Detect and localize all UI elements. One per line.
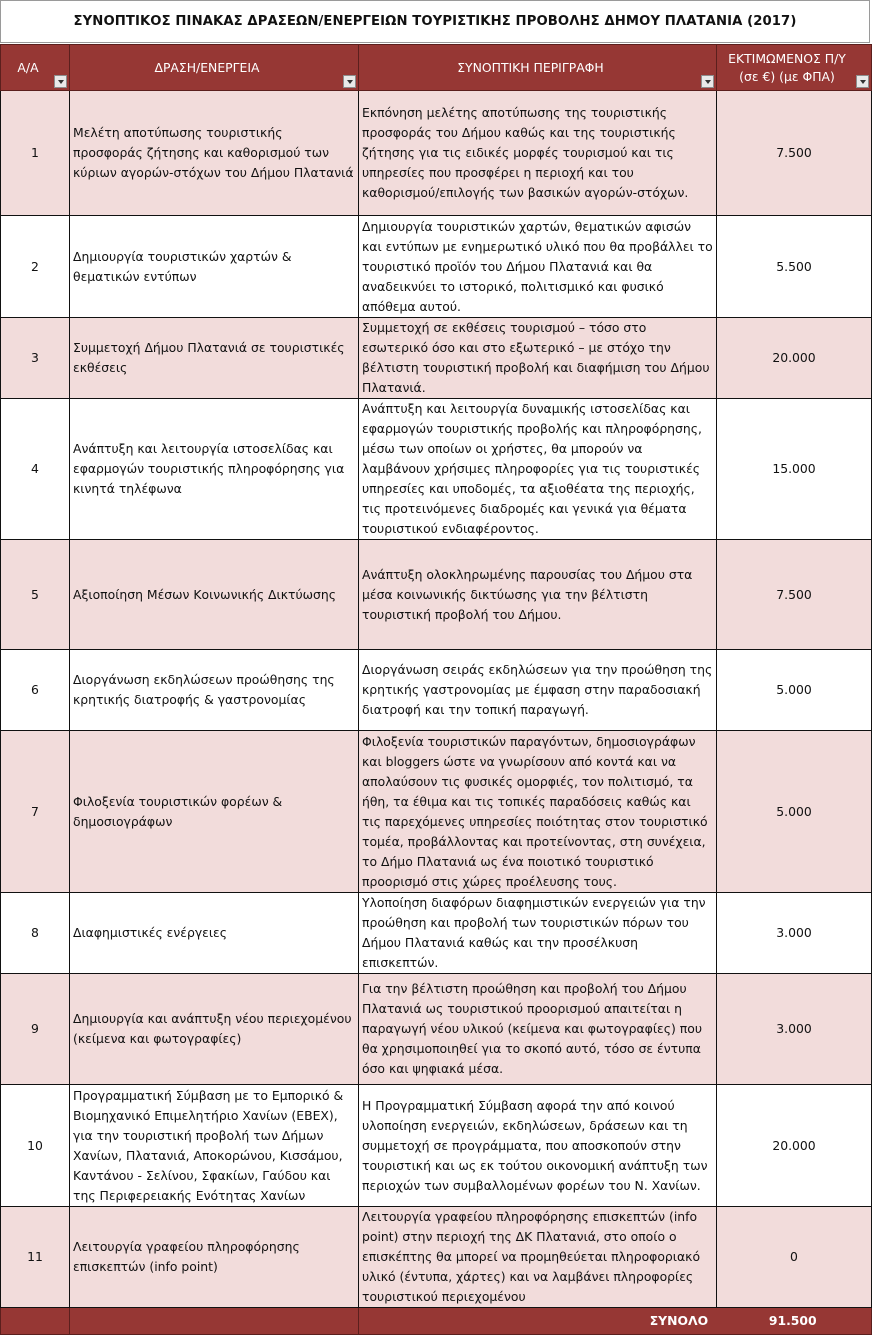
cost-cell: 5.000	[717, 731, 872, 893]
header-description-label: ΣΥΝΟΠΤΙΚΗ ΠΕΡΙΓΡΑΦΗ	[457, 59, 604, 75]
total-empty-cell	[70, 1308, 359, 1335]
description-cell: Φιλοξενία τουριστικών παραγόντων, δημοσιογράφων και bloggers ώστε να γνωρίσουν από κοντά και να απολαύσουν τις φυσικές ομορφιές, τον πολιτισμό, τα ήθη, τα έθιμα και τις τοπικές παραδόσεις καθώς και τις παρεχόμενες υπηρεσίες ποιότητας στον τουριστικό τομέα, προβάλλοντας και προτείνοντας, στη συνέχεια, το Δήμο Πλατανιά ως ένα ποιοτικό τουριστικό προορισμό στις χώρες προέλευσης τους.	[359, 731, 717, 893]
table-row	[1, 731, 872, 893]
cost-cell: 5.000	[717, 650, 872, 731]
table-row	[1, 540, 872, 650]
action-cell: Αξιοποίηση Μέσων Κοινωνικής Δικτύωσης	[70, 540, 359, 650]
total-cell	[359, 1308, 872, 1335]
description-cell: Ανάπτυξη και λειτουργία δυναμικής ιστοσελίδας και εφαρμογών τουριστικής προβολής και πληροφόρησης, μέσω των οποίων οι χρήστες, θα μπορούν να λαμβάνουν χρήσιμες πληροφορίες για τις τουριστικές υπηρεσίες και υποδομές, τα αξιοθέατα της περιοχής, τις προτεινόμενες διαδρομές και γενικά για θέματα τουριστικού ενδιαφέροντος.	[359, 399, 717, 540]
description-cell: Δημιουργία τουριστικών χαρτών, θεματικών αφισών και εντύπων με ενημερωτικό υλικό που θα προβάλλει το τουριστικό προϊόν του Δήμου Πλατανιά και θα αναδεικνύει το ιστορικό, πολιτισμικό και φυσικό απόθεμα αυτού.	[359, 216, 717, 318]
action-cell: Ανάπτυξη και λειτουργία ιστοσελίδας και εφαρμογών τουριστικής πληροφόρησης για κινητά τηλέφωνα	[70, 399, 359, 540]
action-cell: Συμμετοχή Δήμου Πλατανιά σε τουριστικές εκθέσεις	[70, 318, 359, 399]
row-number: 2	[1, 216, 70, 318]
table-row	[1, 216, 872, 318]
action-cell: Προγραμματική Σύμβαση με το Εμπορικό & Βιομηχανικό Επιμελητήριο Χανίων (ΕΒΕΧ), για την τουριστική προβολή των Δήμων Χανίων, Πλατανιά, Αποκορώνου, Κισσάμου, Καντάνου - Σελίνου, Σφακίων, Γαύδου και της Περιφερειακής Ενότητας Χανίων	[70, 1085, 359, 1207]
action-cell: Φιλοξενία τουριστικών φορέων & δημοσιογράφων	[70, 731, 359, 893]
table-row	[1, 1207, 872, 1308]
total-row	[1, 1308, 872, 1335]
filter-dropdown-icon[interactable]	[856, 75, 869, 88]
cost-cell: 20.000	[717, 1085, 872, 1207]
header-budget	[717, 45, 872, 91]
header-action-label: ΔΡΑΣΗ/ΕΝΕΡΓΕΙΑ	[154, 59, 260, 75]
table-row	[1, 91, 872, 216]
row-number: 8	[1, 893, 70, 974]
table-row	[1, 893, 872, 974]
header-action	[70, 45, 359, 91]
row-number: 5	[1, 540, 70, 650]
cost-cell: 5.500	[717, 216, 872, 318]
filter-dropdown-icon[interactable]	[701, 75, 714, 88]
action-cell: Διοργάνωση εκδηλώσεων προώθησης της κρητικής διατροφής & γαστρονομίας	[70, 650, 359, 731]
table-row	[1, 650, 872, 731]
table-row	[1, 974, 872, 1085]
header-description	[359, 45, 717, 91]
row-number: 10	[1, 1085, 70, 1207]
header-budget-label: ΕΚΤΙΜΩΜΕΝΟΣ Π/Υ (σε €) (με ΦΠΑ)	[728, 50, 846, 84]
table-row	[1, 1085, 872, 1207]
row-number: 4	[1, 399, 70, 540]
action-cell: Μελέτη αποτύπωσης τουριστικής προσφοράς ζήτησης και καθορισμού των κύριων αγορών-στόχων του Δήμου Πλατανιά	[70, 91, 359, 216]
row-number: 9	[1, 974, 70, 1085]
description-cell: Για την βέλτιστη προώθηση και προβολή του Δήμου Πλατανιά ως τουριστικού προορισμού απαιτείται η παραγωγή νέου υλικού (κείμενα και φωτογραφίες) που θα χρησιμοποιηθεί για το σκοπό αυτό, τόσο σε έντυπα όσο και ψηφιακά μέσα.	[359, 974, 717, 1085]
cost-cell: 20.000	[717, 318, 872, 399]
description-cell: Διοργάνωση σειράς εκδηλώσεων για την προώθηση της κρητικής γαστρονομίας με έμφαση στην παραδοσιακή διατροφή και την τοπική παραγωγή.	[359, 650, 717, 731]
row-number: 1	[1, 91, 70, 216]
description-cell: Υλοποίηση διαφόρων διαφημιστικών ενεργειών για την προώθηση και προβολή των τουριστικών πόρων του Δήμου Πλατανιά καθώς και την προσέλκυση επισκεπτών.	[359, 893, 717, 974]
description-cell: Λειτουργία γραφείου πληροφόρησης επισκεπτών (info point) στην περιοχή της ΔΚ Πλατανιά, στο οποίο ο επισκέπτης θα μπορεί να προμηθεύεται πληροφοριακό υλικό (έντυπα, χάρτες) και να λαμβάνει πληροφορίες τουριστικού περιεχομένου	[359, 1207, 717, 1308]
table-row	[1, 399, 872, 540]
filter-dropdown-icon[interactable]	[343, 75, 356, 88]
row-number: 3	[1, 318, 70, 399]
cost-cell: 7.500	[717, 91, 872, 216]
header-aa	[1, 45, 70, 91]
total-empty-cell	[1, 1308, 70, 1335]
row-number: 7	[1, 731, 70, 893]
action-cell: Διαφημιστικές ενέργειες	[70, 893, 359, 974]
cost-cell: 3.000	[717, 974, 872, 1085]
actions-table	[0, 44, 872, 1335]
cost-cell: 7.500	[717, 540, 872, 650]
description-cell: Ανάπτυξη ολοκληρωμένης παρουσίας του Δήμου στα μέσα κοινωνικής δικτύωσης για την βέλτιστη τουριστική προβολή του Δήμου.	[359, 540, 717, 650]
header-aa-label: Α/Α	[17, 59, 39, 75]
table-row	[1, 318, 872, 399]
description-cell: Συμμετοχή σε εκθέσεις τουρισμού – τόσο στο εσωτερικό όσο και στο εξωτερικό – με στόχο την βέλτιστη τουριστική προβολή και διαφήμιση του Δήμου Πλατανιά.	[359, 318, 717, 399]
description-cell: Εκπόνηση μελέτης αποτύπωσης της τουριστικής προσφοράς του Δήμου καθώς και της τουριστικής ζήτησης για τις ειδικές μορφές τουρισμού και τις υπηρεσίες που προσφέρει η περιοχή και του καθορισμού/επιλογής των βασικών αγορών-στόχων.	[359, 91, 717, 216]
action-cell: Δημιουργία και ανάπτυξη νέου περιεχομένου (κείμενα και φωτογραφίες)	[70, 974, 359, 1085]
header-row	[1, 45, 872, 91]
cost-cell: 3.000	[717, 893, 872, 974]
filter-dropdown-icon[interactable]	[54, 75, 67, 88]
total-label: ΣΥΝΟΛΟ	[649, 1313, 709, 1328]
cost-cell: 15.000	[717, 399, 872, 540]
action-cell: Δημιουργία τουριστικών χαρτών & θεματικών εντύπων	[70, 216, 359, 318]
total-value: 91.500	[768, 1313, 817, 1328]
cost-cell: 0	[717, 1207, 872, 1308]
row-number: 6	[1, 650, 70, 731]
row-number: 11	[1, 1207, 70, 1308]
table-title: ΣΥΝΟΠΤΙΚΟΣ ΠΙΝΑΚΑΣ ΔΡΑΣΕΩΝ/ΕΝΕΡΓΕΙΩΝ ΤΟΥΡΙΣΤΙΚΗΣ ΠΡΟΒΟΛΗΣ ΔΗΜΟΥ ΠΛΑΤΑΝΙΑ (2017)	[0, 0, 870, 43]
action-cell: Λειτουργία γραφείου πληροφόρησης επισκεπτών (info point)	[70, 1207, 359, 1308]
description-cell: Η Προγραμματική Σύμβαση αφορά την από κοινού υλοποίηση ενεργειών, εκδηλώσεων, δράσεων και τη συμμετοχή σε προγράμματα, που αποσκοπούν στην τουριστική και ως εκ τούτου οικονομική ανάπτυξη των περιοχών των συμβαλλομένων φορέων του Ν. Χανίων.	[359, 1085, 717, 1207]
